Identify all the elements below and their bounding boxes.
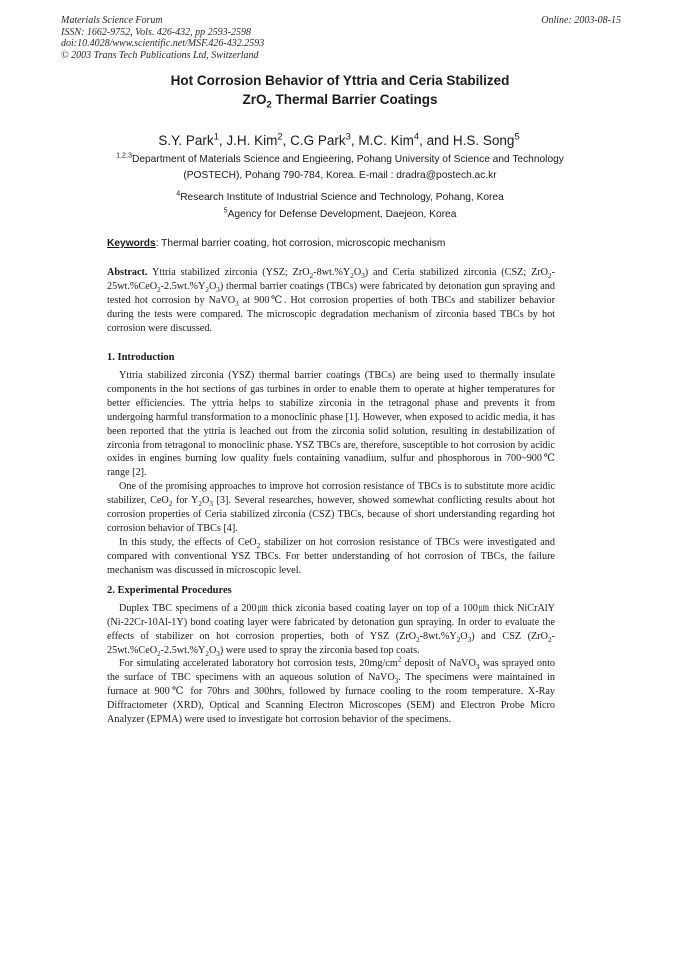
experimental-paragraph-1: Duplex TBC specimens of a 200㎛ thick ziconia based coating layer on top of a 100㎛ thick NiCrAlY (Ni-22Cr-10Al-1Y) bond coating layer were fabricated by detonation gun spraying. In order to evaluate the effects of stabilizer on hot corrosion properties, both of YSZ $(ZrO_2-8wt.\%Y_2O_3)$ and CSZ $(ZrO_2-25wt.\%CeO_2-2.5wt.\%Y_2O_3)$ were used to spray the zirconia based top coats. bbox=[107, 603, 555, 658]
title-line-2: ZrO$_2$ Thermal Barrier Coatings bbox=[242, 92, 438, 111]
header-line: ISSN: 1662-9752, Vols. 426-432, pp 2593-2598 bbox=[61, 26, 251, 38]
journal-header bbox=[61, 15, 621, 61]
affiliation-2: $^4$Research Institute of Industrial Science and Technology, Pohang, Korea bbox=[176, 189, 504, 203]
keywords-text: : Thermal barrier coating, hot corrosion, microscopic mechanism bbox=[155, 238, 446, 249]
paper-title bbox=[100, 71, 580, 109]
title-line-1: Hot Corrosion Behavior of Yttria and Ceria Stabilized bbox=[170, 73, 510, 88]
keywords bbox=[107, 238, 567, 249]
experimental-paragraph-2: For simulating accelerated laboratory hot corrosion tests, $20mg/cm^2$ deposit of NaVO$_3$ was sprayed onto the surface of TBC specimens with an aqueous solution of NaVO$_3$. The specimens were maintained in furnace at 900℃ for 70hrs and 300hrs, followed by furnace cooling to the room temperature. X-Ray Diffractometer (XRD), Optical and Scanning Electron Microscopes (SEM) and Electron Probe Micro Analyzer (EPMA) were used to investigate hot corrosion behavior of the specimens. bbox=[107, 655, 556, 725]
abstract: Abstract. Yttria stabilized zirconia (YSZ; $ZrO_2-8wt.\%Y_2O_3$) and Ceria stabilized zirconia (CSZ; $ZrO_2-25wt.\%CeO_2-2.5wt.\%Y_2O_3$) thermal barrier coatings (TBCs) were fabricated by detonation gun spraying and tested hot corrosion by NaVO$_3$ at 900℃. Hot corrosion properties of both TBCs and stabilizer behavior during the tests were compared. The microscopic degradation mechanism of zirconia based TBCs by hot corrosion were discussed. bbox=[107, 267, 556, 334]
author-list: S.Y. Park$^1$, J.H. Kim$^2$, C.G Park$^3$, M.C. Kim$^4$, and H.S. Song$^5$ bbox=[158, 131, 520, 148]
abstract-label: Abstract. bbox=[107, 267, 148, 278]
section-heading-introduction: 1. Introduction bbox=[107, 352, 175, 363]
intro-paragraph-2: One of the promising approaches to improve hot corrosion resistance of TBCs is to substitute more acidic stabilizer, CeO$_2$ for $Y_2O_3$ [3]. Several researches, however, showed somewhat conflicting results about hot corrosion properties of Ceria stabilized zirconia (CSZ) TBCs, because of short understanding regarding hot corrosion behavior of TBCs [4]. bbox=[107, 481, 555, 534]
keywords-label: Keywords bbox=[107, 238, 156, 249]
header-line: Materials Science Forum bbox=[61, 15, 163, 26]
header-line: © 2003 Trans Tech Publications Ltd, Switzerland bbox=[61, 49, 259, 61]
affiliation-3: $^5$Agency for Defense Development, Daejeon, Korea bbox=[223, 206, 457, 220]
intro-paragraph-1: Yttria stabilized zirconia (YSZ) thermal barrier coatings (TBCs) are being used to thermally insulate components in the hot sections of gas turbines in order to enable them to operate at higher temperatures for better efficiencies. The yttria helps to stabilize zirconia in the tetragonal phase and prevents it from undergoing harmful transformation to a monoclinic phase [1]. However, when exposed to acidic media, it has been reported that the yttria is leached out from the zirconia solid solution, resulting in destabilization of zirconia from tetragonal to monoclinic phase. YSZ TBCs are, therefore, susceptible to hot corrosion by acidic oxides in engines burning low quality fuels containing vanadium, sulfur and phosphorous in 700~900℃ range [2]. bbox=[107, 370, 555, 479]
section-heading-experimental: 2. Experimental Procedures bbox=[107, 585, 232, 596]
online-date: Online: 2003-08-15 bbox=[541, 15, 621, 26]
header-line: doi:10.4028/www.scientific.net/MSF.426-432.2593 bbox=[61, 38, 265, 49]
intro-paragraph-3: In this study, the effects of CeO$_2$ stabilizer on hot corrosion resistance of TBCs were investigated and compared with conventional YSZ TBCs. For better understanding of hot corrosion of TBCs, the failure mechanism was discussed in microscopic level. bbox=[107, 537, 555, 576]
affiliation-1: $^{1,2,3}$Department of Materials Science and Engieering, Pohang University of Science and Technology (POSTECH), Pohang 790-784, Korea. E-mail : dradra@postech.ac.kr bbox=[116, 151, 564, 181]
